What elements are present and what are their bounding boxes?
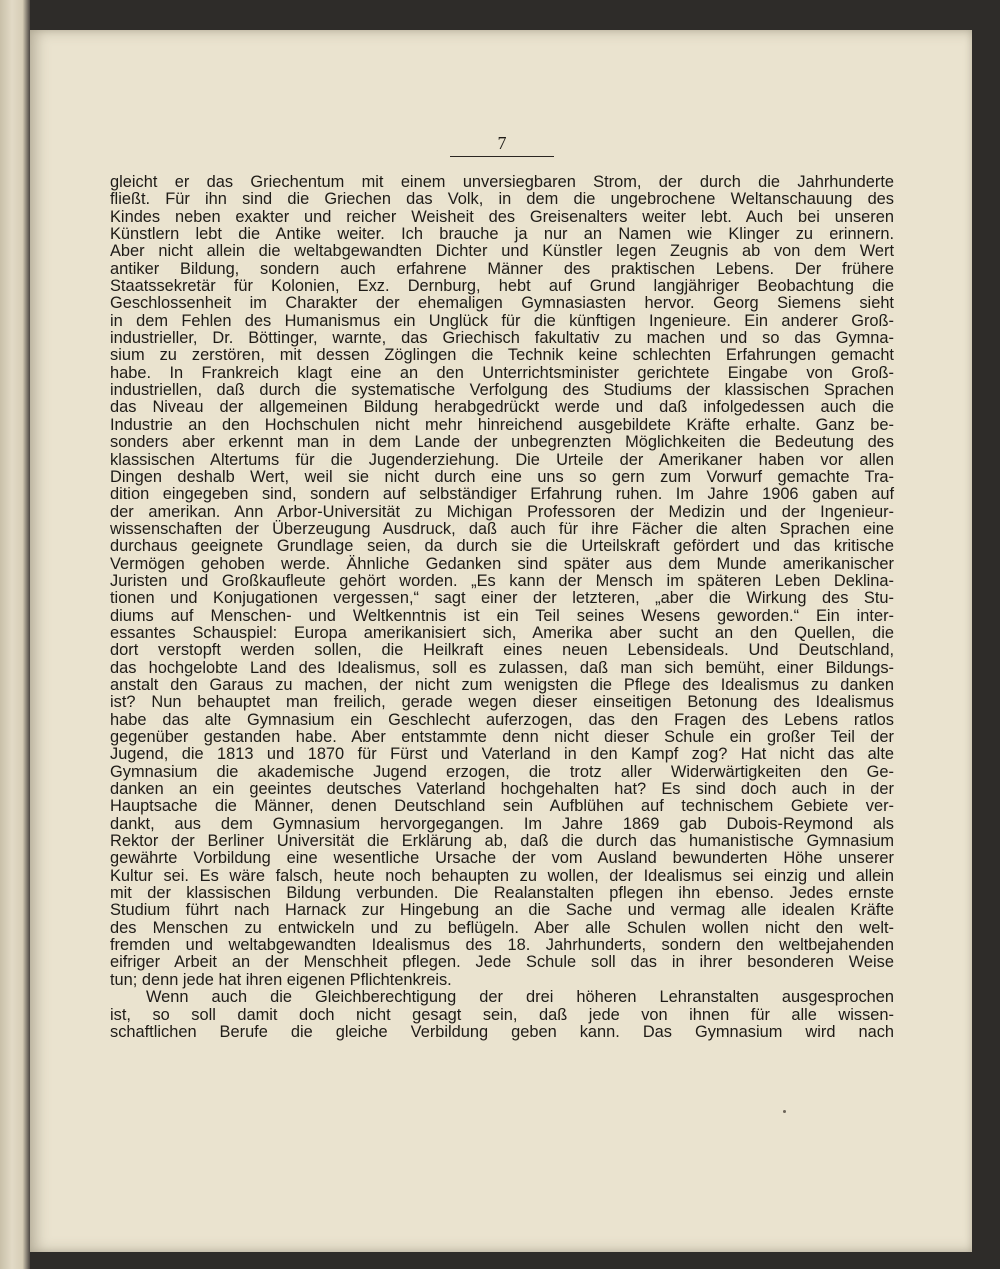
body-text [110, 174, 894, 1041]
text-line: sium zu zerstören, mit dessen Zöglingen die Technik keine schlechten Erfahrungen gemacht [110, 346, 894, 365]
text-line: Künstlern lebt die Antike weiter. Ich brauche ja nur an Namen wie Klinger zu erinnern. [110, 225, 894, 244]
text-line: wissenschaften der Überzeugung Ausdruck, daß auch für ihre Fächer die alten Sprachen eine [110, 519, 894, 538]
text-line: Jugend, die 1813 und 1870 für Fürst und Vaterland in den Kampf zog? Hat nicht das alte [110, 745, 894, 764]
text-line: habe. In Frankreich klagt eine an den Unterrichtsminister gerichtete Eingabe von Groß- [110, 363, 894, 382]
text-line: gegenüber gestanden habe. Aber entstammte denn nicht dieser Schule ein großer Teil der [110, 728, 894, 746]
text-line: Wenn auch die Gleichberechtigung der drei höheren Lehranstalten ausgesprochen [146, 988, 894, 1007]
text-line: Vermögen gehoben werde. Ähnliche Gedanken sind später aus dem Munde amerikanischer [110, 554, 894, 573]
text-line: in dem Fehlen des Humanismus ein Unglück für die künftigen Ingenieure. Ein anderer Groß- [110, 311, 894, 330]
text-line: Gymnasium die akademische Jugend erzogen, die trotz aller Widerwärtigkeiten den Ge- [110, 762, 894, 781]
text-line: industriellen, daß durch die systematische Verfolgung des Studiums der klassischen Sprachen [110, 381, 894, 400]
paper-speck [783, 1110, 786, 1113]
text-line: dition eingegeben sind, sondern auf selbständiger Erfahrung ruhen. Im Jahre 1906 gaben auf [110, 485, 894, 504]
text-line: Kultur sei. Es wäre falsch, heute noch behaupten zu wollen, der Idealismus sei einzig und allein [110, 866, 894, 885]
book-page [30, 30, 972, 1252]
text-line: gewährte Vorbildung eine wesentliche Ursache der vom Ausland bewunderten Höhe unserer [110, 849, 894, 868]
text-line: Kindes neben exakter und reicher Weisheit des Greisenalters weiter lebt. Auch bei unseren [110, 207, 894, 226]
text-line: Studium führt nach Harnack zur Hingebung an die Sache und vermag alle idealen Kräfte [110, 901, 894, 920]
text-line: habe das alte Gymnasium ein Geschlecht auferzogen, das den Fragen des Lebens ratlos [110, 710, 894, 729]
text-line: fließt. Für ihn sind die Griechen das Volk, in dem die ungebrochene Weltanschauung des [110, 190, 894, 209]
text-line: Dingen deshalb Wert, weil sie nicht durch eine uns so gern zum Vorwurf gemachte Tra- [110, 467, 894, 486]
text-line: danken an ein geeintes deutsches Vaterland hochgehalten hat? Es sind doch auch in der [110, 780, 894, 799]
text-line: antiker Bildung, sondern auch erfahrene Männer des praktischen Lebens. Der frühere [110, 259, 894, 278]
text-line: Geschlossenheit im Charakter der ehemaligen Gymnasiasten hervor. Georg Siemens sieht [110, 294, 894, 313]
text-line: klassischen Altertums für die Jugenderziehung. Die Urteile der Amerikaner haben vor allen [110, 450, 894, 469]
text-line: das Niveau der allgemeinen Bildung herabgedrückt werde und daß infolgedessen auch die [110, 398, 894, 417]
text-line: gleicht er das Griechentum mit einem unversiegbaren Strom, der durch die Jahrhunderte [110, 173, 894, 191]
text-line: Aber nicht allein die weltabgewandten Dichter und Künstler legen Zeugnis ab von dem Wert [110, 242, 894, 261]
text-line: eifriger Arbeit an der Menschheit pflegen. Jede Schule soll das in ihrer besonderen Weise [110, 953, 894, 972]
text-line: Industrie an den Hochschulen nicht mehr hinreichend ausgebildete Kräfte erhalte. Ganz be- [110, 415, 894, 434]
text-line: diums auf Menschen- und Weltkenntnis ist ein Teil seines Wesens geworden.“ Ein inter- [110, 606, 894, 625]
text-line: mit der klassischen Bildung verbunden. Die Realanstalten pflegen ihn ebenso. Jedes ernste [110, 884, 894, 903]
text-line: essantes Schauspiel: Europa amerikanisiert sich, Amerika aber sucht an den Quellen, die [110, 623, 894, 642]
text-line: ist? Nun behauptet man freilich, gerade wegen dieser einseitigen Betonung des Idealismus [110, 693, 894, 712]
text-line: tun; denn jede hat ihren eigenen Pflichtenkreis. [110, 970, 452, 989]
text-line: des Menschen zu entwickeln und zu beflügeln. Aber alle Schulen wollen nicht den welt- [110, 918, 894, 937]
previous-page-edge [0, 0, 30, 1269]
text-line: industrieller, Dr. Böttinger, warnte, das Griechisch fakultativ zu machen und so das Gymna- [110, 329, 894, 348]
text-line: der amerikan. Ann Arbor-Universität zu Michigan Professoren der Medizin und der Ingenieur- [110, 502, 894, 521]
text-line: Staatssekretär für Kolonien, Exz. Dernburg, hebt auf Grund langjähriger Beobachtung die [110, 277, 894, 296]
text-line: das hochgelobte Land des Idealismus, soll es zulassen, daß man sich bemüht, einer Bildungs- [110, 658, 894, 677]
text-line: sonders aber erkennt man in dem Lande der unbegrenzten Möglichkeiten die Bedeutung des [110, 433, 894, 452]
text-line: Rektor der Berliner Universität die Erklärung ab, daß die durch das humanistische Gymnasium [110, 832, 894, 851]
page-number: 7 [450, 133, 554, 157]
text-line: tionen und Konjugationen vergessen,“ sagt einer der letzteren, „aber die Wirkung des Stu- [110, 589, 894, 608]
text-line: dankt, aus dem Gymnasium hervorgegangen. Im Jahre 1869 gab Dubois-Reymond als [110, 814, 894, 833]
text-line: durchaus geeignete Grundlage seien, da durch sie die Urteilskraft gefördert und das kritische [110, 537, 894, 556]
text-line: fremden und weltabgewandten Idealismus des 18. Jahrhunderts, sondern den weltbejahenden [110, 936, 894, 955]
text-line: anstalt den Garaus zu machen, der nicht zum wenigsten die Pflege des Idealismus zu danken [110, 675, 894, 694]
text-line: schaftlichen Berufe die gleiche Verbildung geben kann. Das Gymnasium wird nach [110, 1022, 894, 1041]
text-line: Juristen und Großkaufleute gehört worden. „Es kann der Mensch im späteren Leben Deklina- [110, 571, 894, 590]
text-line: dort verstopft werden sollen, die Heilkraft eines neuen Lebensideals. Und Deutschland, [110, 641, 894, 660]
text-line: ist, so soll damit doch nicht gesagt sein, daß jede von ihnen für alle wissen- [110, 1005, 894, 1024]
text-line: Hauptsache die Männer, denen Deutschland sein Aufblühen auf technischem Gebiete ver- [110, 797, 894, 816]
